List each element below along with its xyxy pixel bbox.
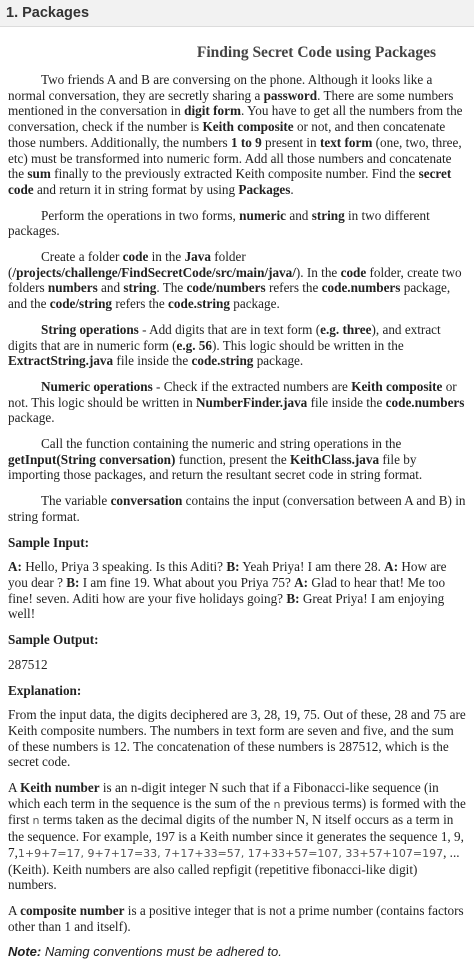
numeric-operations-paragraph: Numeric operations - Check if the extracted numbers are Keith composite or not. This logic should be written in NumberFinder.java file inside the code.numbers package. (8, 378, 465, 426)
intro-paragraph: Two friends A and B are conversing on the phone. Although it looks like a normal conversation, they are secretly sharing a password. There are some numbers mentioned in the conversation in digit form. You have to get all the numbers from the conversation, check if the number is Keith composite or not, and then concatenate those numbers. Additionally, the numbers 1 to 9 present in text form (one, two, three, etc) must be transformed into numeric form. Add all those numbers and concatenate the sum finally to the previously extracted Keith composite number. Find the secret code and return it in string format by using Packages. (8, 72, 463, 197)
sample-output-text: 287512 (8, 656, 48, 672)
forms-paragraph: Perform the operations in two forms, numeric and string in two different packages. (8, 207, 430, 239)
function-paragraph: Call the function containing the numeric and string operations in the getInput(String conversation) function, present the KeithClass.java file by importing those packages, and return the resultant secret code in string format. (8, 436, 423, 483)
conversation-paragraph: The variable conversation contains the input (conversation between A and B) in string format. (8, 493, 466, 524)
sample-output-label: Sample Output: (8, 632, 99, 648)
section-title: 1. Packages (6, 5, 90, 21)
composite-definition: A composite number is a positive integer that is not a prime number (contains factors other than 1 and itself). (8, 902, 464, 934)
folder-paragraph: Create a folder code in the Java folder (/projects/challenge/FindSecretCode/src/main/java/). In the code folder, create two folders numbers and string. The code/numbers refers the code.numbers package, and the code/string refers the code.string package. (8, 249, 462, 312)
note: Note: Naming conventions must be adhered to. (8, 944, 282, 960)
string-operations-paragraph: String operations - Add digits that are in text form (e.g. three), and extract digits that are in numeric form (e.g. 56). This logic should be written in the ExtractString.java file inside the code.string package. (8, 321, 441, 369)
sample-input-label: Sample Input: (8, 534, 89, 550)
explanation-text: From the input data, the digits deciphered are 3, 28, 19, 75. Out of these, 28 and 75 are Keith composite numbers. The numbers in text form are seven and five, and the sum of these numbers is 12. The concatenation of these numbers is 287512, which is the secret code. (8, 707, 466, 770)
problem-title: Finding Secret Code using Packages (196, 44, 436, 61)
sample-input-text: A: Hello, Priya 3 speaking. Is this Aditi? B: Yeah Priya! I am there 28. A: How are you dear ? B: I am fine 19. What about you Priya 75? A: Glad to hear that! Me too fine! seven. Aditi how are your five holidays going? B: Great Priya! I am enjoying well! (8, 559, 447, 622)
keith-definition: A Keith number is an n-digit integer N such that if a Fibonacci-like sequence (in which each term in the sequence is the sum of the n previous terms) is formed with the first n terms taken as the decimal digits of the number N, N itself occurs as a term in the sequence. For example, 197 is a Keith number since it generates the sequence 1, 9, 7,1+9+7=17, 9+7+17=33, 7+17+33=57, 17+33+57=107, 33+57+107=197, ... (Keith). Keith numbers are also called repfigit (repetitive fibonacci-like digit) numbers. (8, 780, 466, 893)
problem-statement (0, 44, 474, 960)
section-header (0, 0, 474, 27)
explanation-label: Explanation: (8, 682, 82, 698)
